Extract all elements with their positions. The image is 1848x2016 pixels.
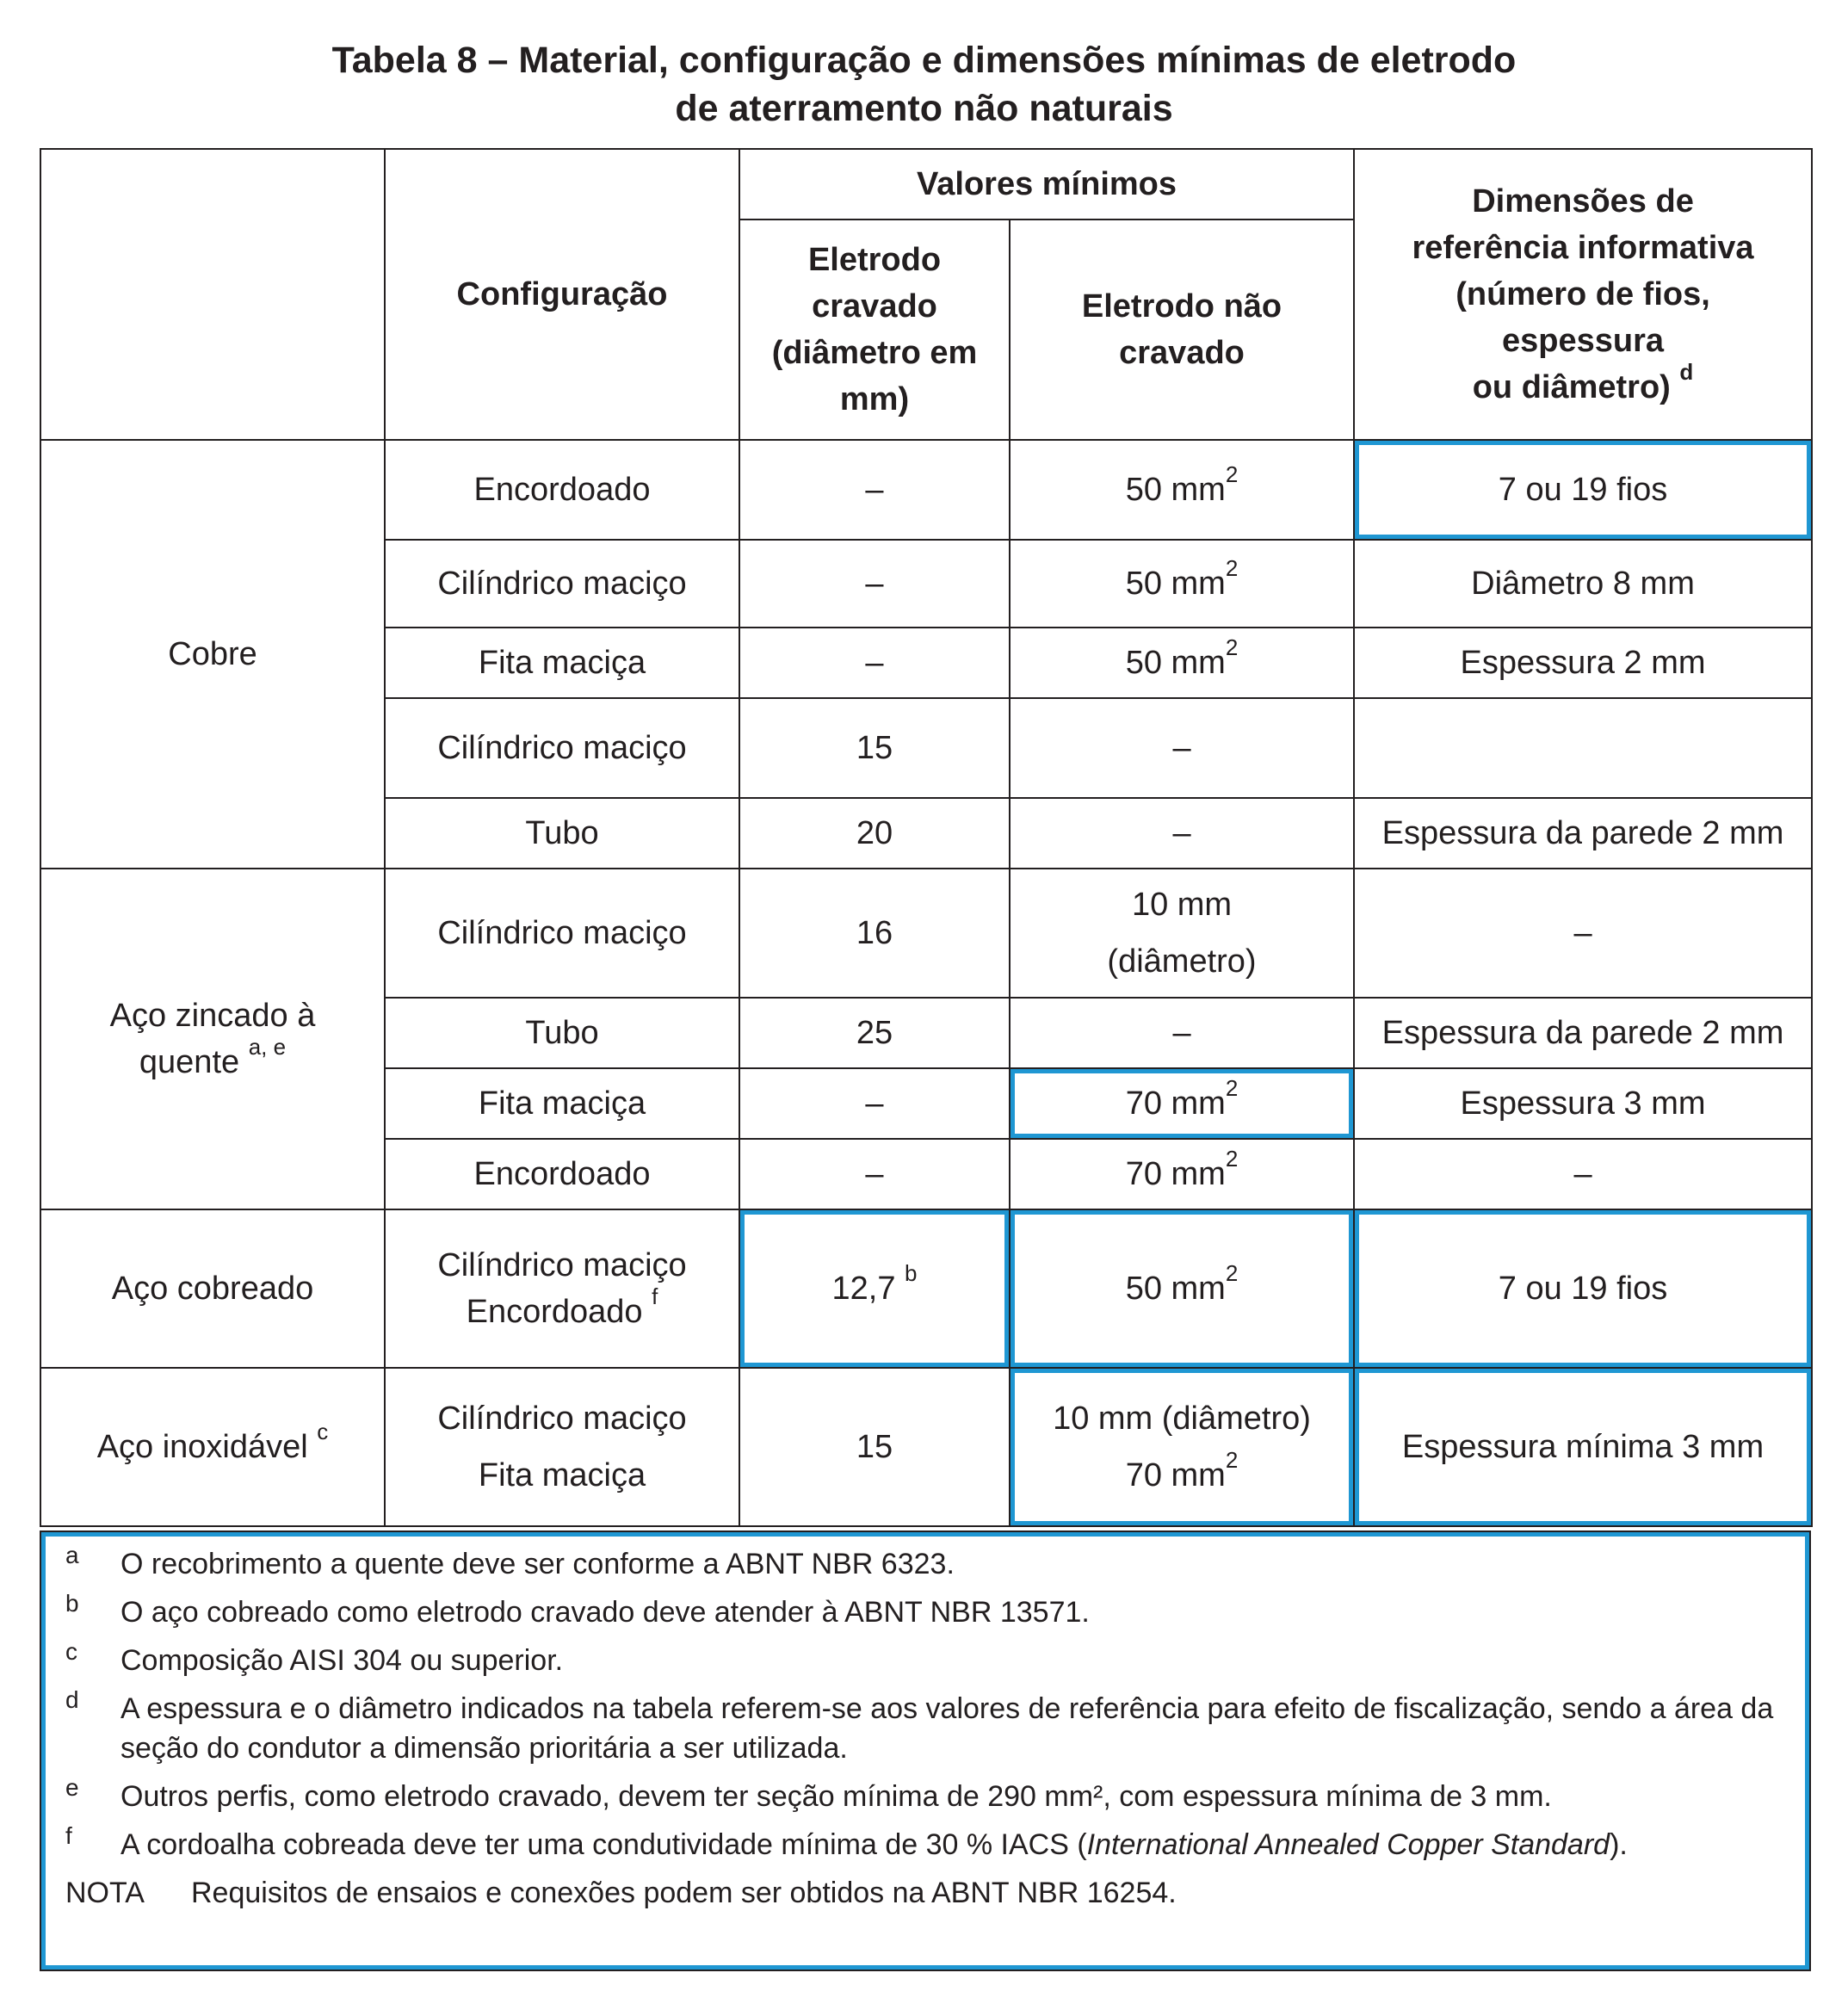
cell-ref: Espessura 2 mm: [1354, 628, 1812, 698]
footnote-text: Outros perfis, como eletrodo cravado, devem ter seção mínima de 290 mm², com espessura mínima de 3 mm.: [121, 1780, 1552, 1813]
cell-nao-cravado: [1010, 540, 1354, 628]
cell-config: Fita maciça: [385, 628, 739, 698]
cell-nao-cravado: [1010, 1209, 1354, 1368]
footnote-text-italic: International Annealed Copper Standard: [1086, 1828, 1610, 1861]
value: 50 mm: [1125, 645, 1226, 681]
footnote-ref-ae: a, e: [248, 1034, 287, 1060]
cell-ref: –: [1354, 1139, 1812, 1209]
footnote-e: [41, 1774, 1809, 1816]
cell-nao-cravado: [1010, 869, 1354, 998]
header-valores-minimos: Valores mínimos: [739, 149, 1354, 220]
footnote-mark: d: [65, 1686, 79, 1713]
superscript: 2: [1225, 1146, 1239, 1172]
header-dim-line-5: [1360, 359, 1806, 411]
footnote-ref-b: b: [905, 1260, 918, 1286]
value: Aço inoxidável: [96, 1429, 308, 1465]
nota: [41, 1873, 1809, 1913]
header-material-cell: [40, 149, 385, 440]
header-dim-line-2: referência informativa: [1412, 230, 1754, 266]
header-nao-cravado-line-1: Eletrodo não: [1081, 288, 1282, 325]
footnote-f: [41, 1822, 1809, 1864]
cell-ref: –: [1354, 869, 1812, 998]
header-dim-line-3: (número de fios,: [1456, 276, 1710, 312]
config-line-2: [391, 1283, 733, 1335]
footnotes-box: [40, 1531, 1811, 1971]
table-title-line-1: Tabela 8 – Material, configuração e dimensões mínimas de eletrodo: [331, 40, 1517, 81]
footnote-text: O aço cobreado como eletrodo cravado deve atender à ABNT NBR 13571.: [121, 1596, 1090, 1629]
value: 50 mm: [1125, 1271, 1226, 1307]
superscript: 2: [1225, 555, 1239, 581]
cell-ref: Espessura da parede 2 mm: [1354, 998, 1812, 1068]
group-aco-inox: [40, 1368, 385, 1526]
value: quente: [139, 1044, 240, 1080]
footnote-text-before: A cordoalha cobreada deve ter uma condutividade mínima de 30 % IACS (: [121, 1828, 1087, 1861]
cell-cravado: 20: [739, 798, 1010, 869]
cell-cravado: 16: [739, 869, 1010, 998]
footnote-text: Composição AISI 304 ou superior.: [121, 1644, 564, 1677]
cell-config: Cilíndrico maciço: [385, 540, 739, 628]
cell-nao-cravado: [1010, 628, 1354, 698]
header-cravado-line-4: mm): [839, 381, 910, 417]
value: 12,7: [831, 1271, 896, 1307]
header-dim-line-4: espessura: [1502, 323, 1665, 359]
header-cravado-line-1: Eletrodo: [807, 242, 942, 278]
group-cobre: Cobre: [40, 440, 385, 869]
cell-ref: Espessura da parede 2 mm: [1354, 798, 1812, 869]
cell-cravado: 25: [739, 998, 1010, 1068]
config-line-2: Fita maciça: [478, 1457, 646, 1493]
cell-config: Fita maciça: [385, 1068, 739, 1139]
footnote-a: [41, 1544, 1809, 1584]
cell-config: Encordoado: [385, 440, 739, 540]
table-title-line-2: de aterramento não naturais: [675, 88, 1173, 129]
footnote-mark: f: [65, 1822, 72, 1849]
table-title: [0, 36, 1848, 133]
superscript: 2: [1225, 1260, 1239, 1286]
config-line-1: Cilíndrico maciço: [437, 1401, 687, 1437]
footnote-mark: a: [65, 1542, 79, 1568]
cell-nao-cravado: [1010, 1068, 1354, 1139]
cell-cravado: [739, 1209, 1010, 1368]
superscript: 2: [1225, 634, 1239, 660]
header-eletrodo-cravado: [739, 220, 1010, 440]
cell-cravado: 15: [739, 698, 1010, 798]
table-row: [40, 1209, 1812, 1368]
footnote-d: [41, 1686, 1809, 1768]
cell-ref: Espessura 3 mm: [1354, 1068, 1812, 1139]
cell-nao-cravado: [1010, 1368, 1354, 1526]
footnote-text: O recobrimento a quente deve ser conforme a ABNT NBR 6323.: [121, 1548, 955, 1580]
value-line-2: (diâmetro): [1107, 943, 1257, 980]
footnote-ref-f: f: [652, 1283, 658, 1309]
cell-config: Tubo: [385, 798, 739, 869]
footnote-mark: e: [65, 1774, 79, 1801]
cell-nao-cravado: –: [1010, 698, 1354, 798]
table-row: [40, 440, 1812, 540]
value: 50 mm: [1125, 566, 1226, 602]
footnote-mark: c: [65, 1638, 77, 1665]
cell-ref: 7 ou 19 fios: [1354, 1209, 1812, 1368]
value-line-2: [1016, 1447, 1348, 1499]
nota-text: Requisitos de ensaios e conexões podem ser obtidos na ABNT NBR 16254.: [191, 1877, 1177, 1909]
cell-cravado: –: [739, 440, 1010, 540]
cell-cravado: 15: [739, 1368, 1010, 1526]
cell-nao-cravado: –: [1010, 798, 1354, 869]
table-row: [40, 1368, 1812, 1526]
cell-config: [385, 1368, 739, 1526]
group-aco-zincado-line-2: [46, 1034, 379, 1085]
header-dim-line-1: Dimensões de: [1472, 183, 1694, 220]
footnote-text: A espessura e o diâmetro indicados na tabela referem-se aos valores de referência para efeito de fiscalização, sendo a área da seção do condutor a dimensão prioritária a ser utilizada.: [121, 1692, 1774, 1765]
value-line-1: 10 mm: [1131, 887, 1233, 923]
group-aco-zincado: [40, 869, 385, 1209]
header-configuracao: Configuração: [385, 149, 739, 440]
cell-cravado: –: [739, 1139, 1010, 1209]
cell-ref: Diâmetro 8 mm: [1354, 540, 1812, 628]
cell-nao-cravado: [1010, 1139, 1354, 1209]
footnote-c: [41, 1638, 1809, 1680]
header-dim-line-5-text: ou diâmetro): [1472, 369, 1671, 405]
cell-ref: Espessura mínima 3 mm: [1354, 1368, 1812, 1526]
cell-config: Cilíndrico maciço: [385, 698, 739, 798]
header-nao-cravado-line-2: cravado: [1119, 335, 1245, 371]
table-row: [40, 869, 1812, 998]
cell-cravado: –: [739, 1068, 1010, 1139]
footnote-ref-c: c: [317, 1419, 329, 1444]
cell-config: Tubo: [385, 998, 739, 1068]
header-eletrodo-nao-cravado: [1010, 220, 1354, 440]
cell-nao-cravado: [1010, 440, 1354, 540]
cell-ref: 7 ou 19 fios: [1354, 440, 1812, 540]
superscript: 2: [1225, 1075, 1239, 1101]
value: Encordoado: [466, 1294, 643, 1330]
cell-ref: [1354, 698, 1812, 798]
cell-config: Cilíndrico maciço: [385, 869, 739, 998]
electrode-table: [40, 148, 1813, 1527]
config-line-1: Cilíndrico maciço: [437, 1247, 687, 1283]
group-aco-zincado-line-1: Aço zincado à: [109, 998, 316, 1034]
header-dimensoes-referencia: [1354, 149, 1812, 440]
cell-config: [385, 1209, 739, 1368]
header-cravado-line-3: (diâmetro em: [771, 335, 978, 371]
cell-cravado: –: [739, 628, 1010, 698]
header-row-1: [40, 149, 1812, 220]
superscript: 2: [1225, 1447, 1239, 1473]
value: 70 mm: [1125, 1156, 1226, 1192]
cell-nao-cravado: –: [1010, 998, 1354, 1068]
value-line-1: 10 mm (diâmetro): [1053, 1401, 1311, 1437]
value: 70 mm: [1125, 1457, 1226, 1493]
nota-label: NOTA: [65, 1877, 145, 1909]
cell-cravado: –: [739, 540, 1010, 628]
cell-config: Encordoado: [385, 1139, 739, 1209]
superscript: 2: [1225, 461, 1239, 487]
header-cravado-line-2: cravado: [812, 288, 937, 325]
footnote-text-after: ).: [1610, 1828, 1628, 1861]
value: 70 mm: [1125, 1085, 1226, 1122]
footnote-ref-d: d: [1679, 359, 1694, 385]
value: 50 mm: [1125, 472, 1226, 508]
footnote-b: [41, 1592, 1809, 1632]
group-aco-cobreado: Aço cobreado: [40, 1209, 385, 1368]
footnote-mark: b: [65, 1590, 79, 1617]
